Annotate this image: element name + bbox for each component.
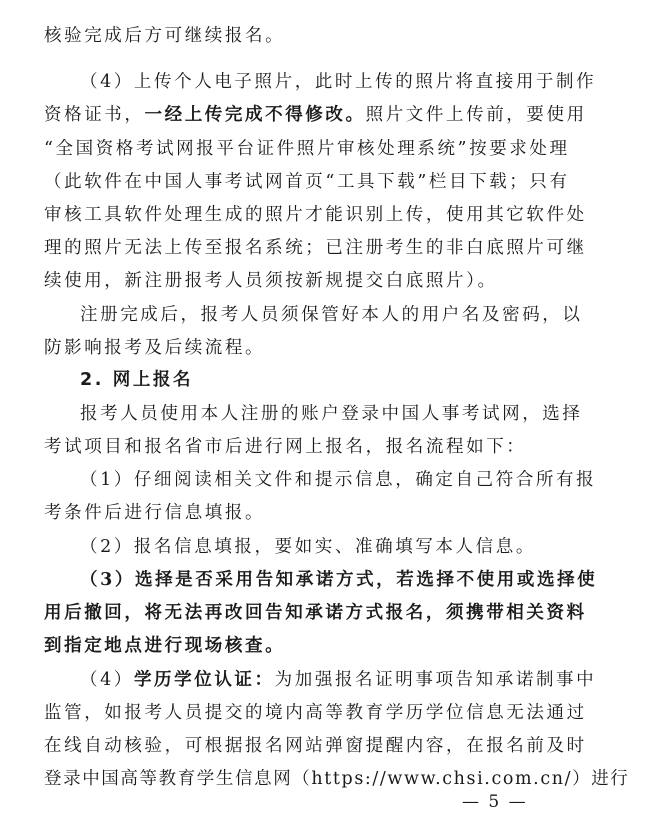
text-run: 防影响报考及后续流程。 — [44, 338, 266, 358]
paragraph-line-10 — [44, 338, 604, 358]
text-run: （4）上传个人电子照片，此时上传的照片将直接用于制作 — [80, 72, 597, 92]
section-heading — [80, 370, 604, 390]
paragraph-line-15 — [44, 503, 604, 523]
text-run: 考试项目和报名省市后进行网上报名，报名流程如下： — [44, 437, 527, 457]
paragraph-line-18 — [44, 603, 604, 623]
paragraph-line-4 — [44, 139, 604, 159]
text-run: 续使用，新注册报考人员须按新规提交白底照片）。 — [44, 271, 498, 291]
text-run: 核验完成后方可继续报名。 — [44, 26, 286, 46]
paragraph-line-22 — [44, 736, 604, 756]
paragraph-line-3 — [44, 105, 604, 125]
bold-text-run: 到指定地点进行现场核查。 — [44, 636, 286, 656]
paragraph-line-17 — [80, 570, 604, 590]
text-run: 照片文件上传前，要使用 — [365, 105, 587, 125]
bold-text-run: （3）选择是否采用告知承诺方式，若选择不使用或选择使 — [80, 570, 598, 590]
paragraph-line-7 — [44, 238, 604, 258]
text-run: 为加强报名证明事项告知承诺制事中 — [274, 670, 597, 690]
text-run: 审核工具软件处理生成的照片才能识别上传，使用其它软件处 — [44, 205, 587, 225]
paragraph-line-14 — [80, 470, 604, 490]
bold-text-run: 学历学位认证： — [133, 670, 275, 690]
text-run: 登录中国高等教育学生信息网（https://www.chsi.com.cn/）进行 — [44, 769, 630, 789]
text-run: 资格证书， — [44, 105, 145, 125]
paragraph-line-20 — [80, 670, 604, 690]
paragraph-line-2 — [80, 72, 604, 92]
text-run: （2）报名信息填报，要如实、准确填写本人信息。 — [80, 537, 536, 557]
paragraph-line-12 — [80, 404, 604, 424]
text-run: 监管，如报考人员提交的境内高等教育学历学位信息无法通过 — [44, 703, 587, 723]
text-run: “全国资格考试网报平台证件照片审核处理系统”按要求处理 — [44, 139, 570, 159]
text-run: 报考人员使用本人注册的账户登录中国人事考试网，选择 — [80, 404, 583, 424]
paragraph-line-16 — [80, 537, 604, 557]
text-run: 考条件后进行信息填报。 — [44, 503, 266, 523]
bold-text-run: 一经上传完成不得修改。 — [144, 105, 366, 125]
bold-text-run: 用后撤回，将无法再改回告知承诺方式报名，须携带相关资料 — [44, 603, 587, 623]
paragraph-line-9 — [80, 305, 604, 325]
paragraph-line-21 — [44, 703, 604, 723]
text-run: （1）仔细阅读相关文件和提示信息，确定自己符合所有报 — [80, 470, 597, 490]
heading-text: 2. 网上报名 — [80, 370, 194, 390]
paragraph-line-6 — [44, 205, 604, 225]
text-run: （此软件在中国人事考试网首页“工具下载”栏目下载；只有 — [44, 172, 570, 192]
paragraph-line-19 — [44, 636, 604, 656]
paragraph-line-8 — [44, 271, 604, 291]
paragraph-line-23 — [44, 769, 630, 789]
paragraph-line-1 — [44, 26, 604, 46]
text-run: 注册完成后，报考人员须保管好本人的用户名及密码，以 — [80, 305, 583, 325]
paragraph-line-5 — [44, 172, 604, 192]
text-run: 理的照片无法上传至报名系统；已注册考生的非白底照片可继 — [44, 238, 587, 258]
page-number: — 5 — — [462, 792, 528, 812]
text-run: （4） — [80, 670, 134, 690]
paragraph-line-13 — [44, 437, 604, 457]
text-run: 在线自动核验，可根据报名网站弹窗提醒内容，在报名前及时 — [44, 736, 587, 756]
